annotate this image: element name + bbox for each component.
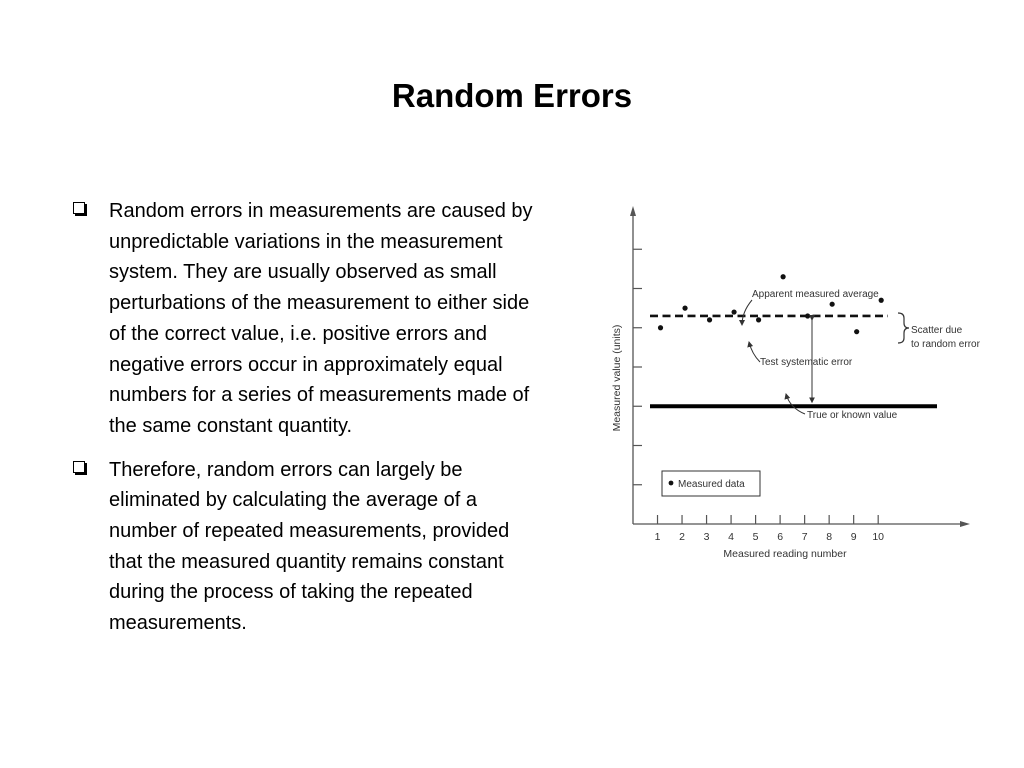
data-point [854,329,859,334]
data-point [707,317,712,322]
x-axis-arrow-icon [960,521,970,527]
data-point [756,317,761,322]
random-error-chart [600,200,990,570]
x-axis-label: Measured reading number [723,548,847,560]
legend-label: Measured data [678,479,745,490]
data-point [682,306,687,311]
data-point [781,274,786,279]
y-axis-label: Measured value (units) [611,324,623,432]
x-ticks [658,515,879,524]
apparent-average-leader [742,300,752,325]
bullet-item-random-errors [70,196,540,442]
data-point [731,309,736,314]
true-value-leader [786,394,805,414]
bullet-text: Random errors in measurements are caused by unpredictable variations in the measurement system. They are usually observed as small perturbations of the measurement to either side of the correct value, i.e. positive errors and negative errors occur in approximately equal numbers for a series of measurements made of the same constant quantity. [109,200,533,437]
bullet-item-averaging [70,455,540,639]
y-ticks [633,249,642,485]
legend-marker-icon [669,481,674,486]
x-tick-labels [655,531,885,543]
data-point [658,325,663,330]
x-tick-label: 5 [752,531,759,543]
x-tick-label: 8 [826,531,833,543]
checkbox-bullet-icon [73,202,85,214]
x-tick-label: 9 [850,531,857,543]
data-points [658,274,884,334]
true-value-annotation: True or known value [807,410,898,421]
x-tick-label: 10 [872,531,885,543]
data-point [879,298,884,303]
y-axis-arrow-icon [630,206,636,216]
systematic-error-annotation: Test systematic error [760,357,853,368]
x-tick-label: 2 [679,531,685,543]
slide-title: Random Errors [391,77,633,114]
scatter-annotation-line2: to random error [911,339,980,350]
x-tick-label: 4 [728,531,734,543]
apparent-average-annotation: Apparent measured average [752,289,879,300]
x-tick-label: 3 [703,531,710,543]
bullet-list [70,196,540,652]
chart-legend [662,471,760,496]
systematic-error-leader [749,342,760,362]
scatter-annotation-line1: Scatter due [911,325,963,336]
x-tick-label: 1 [654,531,661,543]
checkbox-bullet-icon [73,461,85,473]
x-tick-label: 6 [777,531,784,543]
data-point [830,302,835,307]
x-tick-label: 7 [801,531,808,543]
data-point [805,313,810,318]
scatter-brace-icon [898,313,909,343]
bullet-text: Therefore, random errors can largely be eliminated by calculating the average of a number of repeated measurements, provided that the measured quantity remains constant during the process of taking the repeated measurements. [109,458,510,635]
